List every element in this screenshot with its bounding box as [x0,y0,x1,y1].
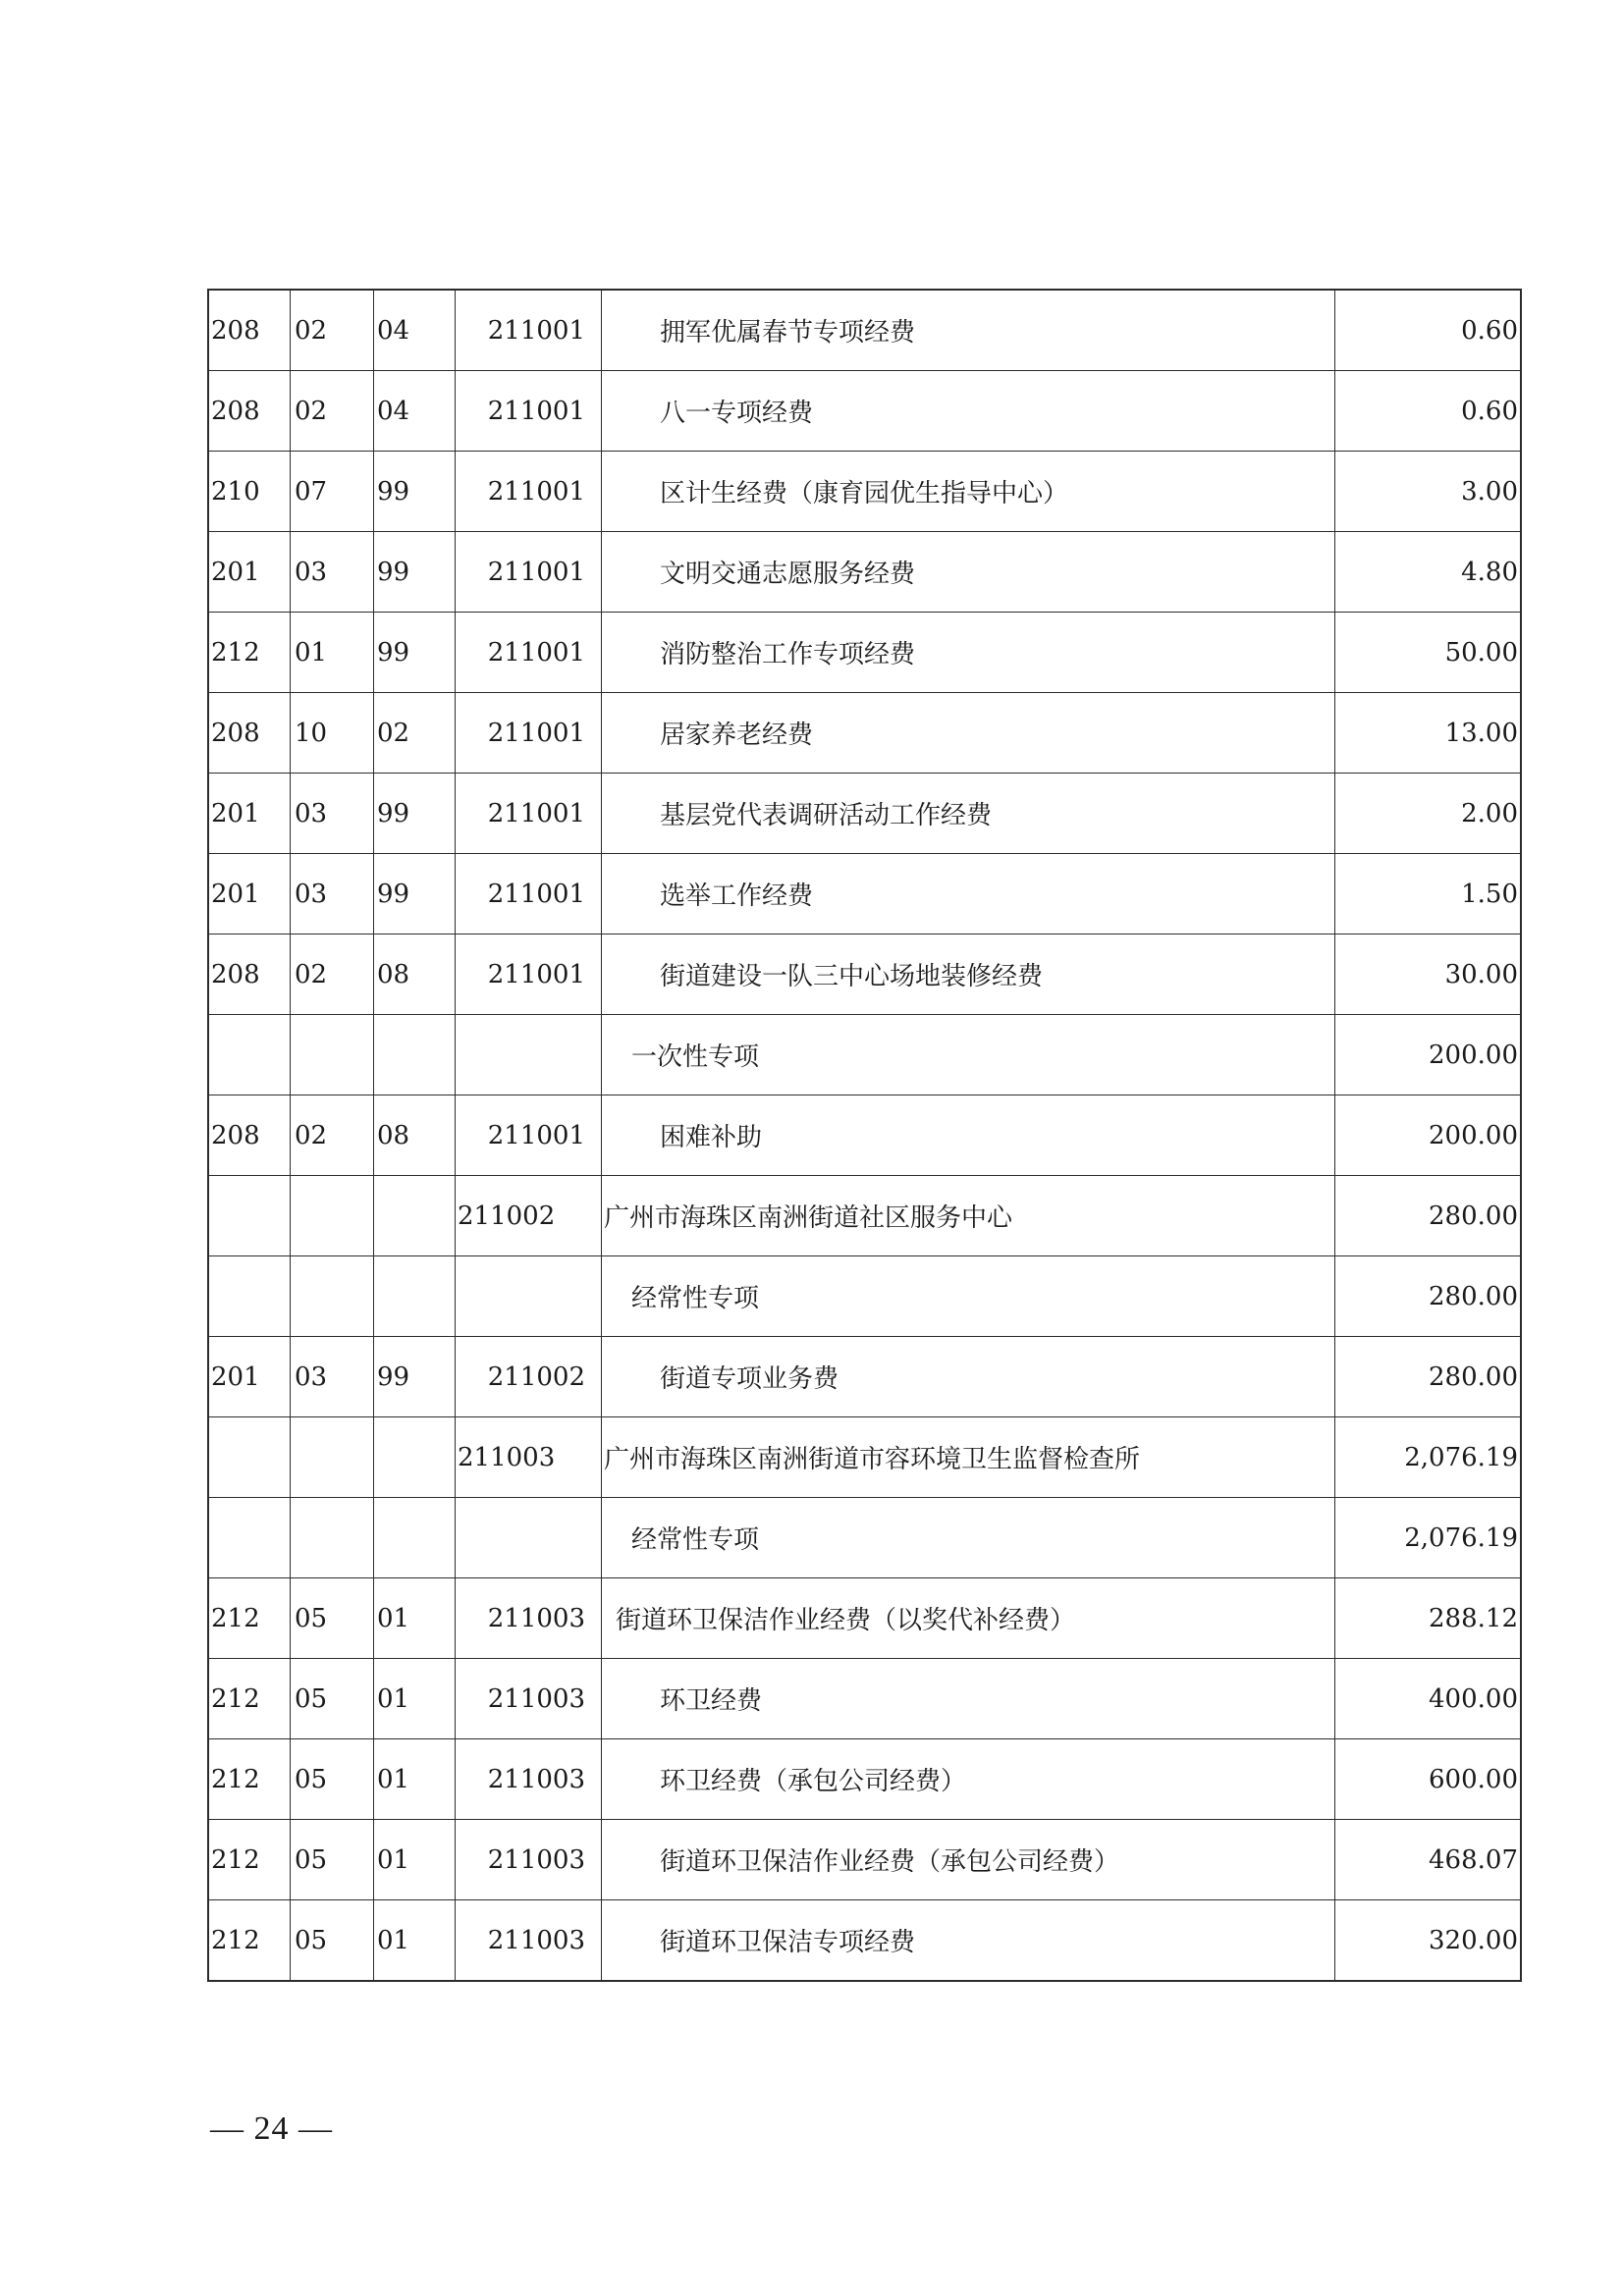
cell-subitem: 04 [374,371,456,452]
cell-subitem [374,1256,456,1337]
cell-unit-code: 211003 [456,1578,602,1659]
cell-project-name: 经常性专项 [602,1498,1335,1578]
cell-unit-code: 211001 [456,371,602,452]
cell-unit-code: 211001 [456,532,602,613]
cell-amount: 468.07 [1335,1820,1522,1900]
cell-class: 212 [208,613,291,693]
cell-amount: 13.00 [1335,693,1522,774]
budget-table [207,289,1522,1982]
table-row [208,854,1521,934]
cell-project-name: 困难补助 [602,1095,1335,1176]
table-row [208,1256,1521,1337]
cell-amount: 200.00 [1335,1015,1522,1095]
cell-amount: 200.00 [1335,1095,1522,1176]
cell-project-name: 街道专项业务费 [602,1337,1335,1417]
cell-unit-code [456,1498,602,1578]
cell-amount: 280.00 [1335,1337,1522,1417]
table-row [208,1498,1521,1578]
cell-project-name: 拥军优属春节专项经费 [602,290,1335,371]
cell-unit-code: 211003 [456,1900,602,1982]
cell-class: 201 [208,774,291,854]
cell-amount: 288.12 [1335,1578,1522,1659]
cell-project-name: 广州市海珠区南洲街道社区服务中心 [602,1176,1335,1256]
cell-class: 212 [208,1659,291,1739]
cell-unit-code: 211001 [456,934,602,1015]
cell-amount: 3.00 [1335,452,1522,532]
cell-amount: 30.00 [1335,934,1522,1015]
cell-project-name: 八一专项经费 [602,371,1335,452]
cell-amount: 1.50 [1335,854,1522,934]
cell-unit-code: 211001 [456,613,602,693]
cell-project-name: 经常性专项 [602,1256,1335,1337]
table-row [208,371,1521,452]
cell-amount: 2,076.19 [1335,1417,1522,1498]
cell-item: 01 [291,613,374,693]
table-row [208,1417,1521,1498]
table-row [208,452,1521,532]
cell-item: 03 [291,774,374,854]
table-row [208,1578,1521,1659]
cell-item [291,1176,374,1256]
cell-project-name: 街道环卫保洁作业经费（承包公司经费） [602,1820,1335,1900]
cell-amount: 4.80 [1335,532,1522,613]
cell-unit-code: 211002 [456,1176,602,1256]
cell-project-name: 消防整治工作专项经费 [602,613,1335,693]
cell-item: 05 [291,1659,374,1739]
cell-amount: 280.00 [1335,1176,1522,1256]
cell-class: 201 [208,532,291,613]
cell-project-name: 选举工作经费 [602,854,1335,934]
cell-subitem: 99 [374,1337,456,1417]
cell-amount: 0.60 [1335,290,1522,371]
cell-subitem [374,1498,456,1578]
cell-project-name: 一次性专项 [602,1015,1335,1095]
cell-item: 03 [291,854,374,934]
cell-unit-code: 211003 [456,1417,602,1498]
cell-class [208,1417,291,1498]
cell-amount: 320.00 [1335,1900,1522,1982]
cell-subitem: 99 [374,452,456,532]
cell-class: 201 [208,1337,291,1417]
cell-project-name: 基层党代表调研活动工作经费 [602,774,1335,854]
cell-unit-code: 211001 [456,693,602,774]
cell-subitem: 01 [374,1820,456,1900]
table-row [208,774,1521,854]
cell-subitem [374,1015,456,1095]
cell-item: 05 [291,1820,374,1900]
table-row [208,934,1521,1015]
cell-subitem: 01 [374,1578,456,1659]
cell-class: 208 [208,290,291,371]
cell-unit-code: 211002 [456,1337,602,1417]
cell-subitem: 01 [374,1659,456,1739]
cell-class: 208 [208,371,291,452]
cell-unit-code: 211003 [456,1659,602,1739]
cell-subitem: 08 [374,1095,456,1176]
cell-unit-code: 211003 [456,1739,602,1820]
cell-item [291,1015,374,1095]
cell-amount: 0.60 [1335,371,1522,452]
cell-class: 212 [208,1739,291,1820]
table-row [208,693,1521,774]
cell-amount: 600.00 [1335,1739,1522,1820]
cell-project-name: 居家养老经费 [602,693,1335,774]
cell-amount: 400.00 [1335,1659,1522,1739]
cell-project-name: 环卫经费（承包公司经费） [602,1739,1335,1820]
cell-subitem: 08 [374,934,456,1015]
cell-project-name: 区计生经费（康育园优生指导中心） [602,452,1335,532]
cell-subitem [374,1176,456,1256]
cell-project-name: 街道环卫保洁专项经费 [602,1900,1335,1982]
table-row [208,613,1521,693]
table-row [208,1015,1521,1095]
cell-project-name: 环卫经费 [602,1659,1335,1739]
cell-class: 210 [208,452,291,532]
cell-project-name: 街道建设一队三中心场地装修经费 [602,934,1335,1015]
cell-item [291,1256,374,1337]
cell-amount: 50.00 [1335,613,1522,693]
cell-subitem: 01 [374,1900,456,1982]
cell-class: 208 [208,934,291,1015]
table-row [208,1820,1521,1900]
cell-unit-code: 211001 [456,290,602,371]
cell-item: 05 [291,1739,374,1820]
cell-subitem: 99 [374,774,456,854]
cell-item: 02 [291,290,374,371]
cell-subitem: 99 [374,532,456,613]
cell-unit-code: 211001 [456,1095,602,1176]
cell-unit-code [456,1015,602,1095]
table-row [208,1739,1521,1820]
cell-class: 208 [208,1095,291,1176]
cell-item: 02 [291,934,374,1015]
cell-amount: 2.00 [1335,774,1522,854]
cell-unit-code: 211001 [456,452,602,532]
cell-item [291,1498,374,1578]
table-row [208,1659,1521,1739]
cell-unit-code [456,1256,602,1337]
cell-unit-code: 211001 [456,854,602,934]
cell-class: 212 [208,1820,291,1900]
cell-item: 02 [291,371,374,452]
cell-subitem: 04 [374,290,456,371]
table-row [208,1337,1521,1417]
cell-subitem [374,1417,456,1498]
cell-class [208,1256,291,1337]
cell-class: 208 [208,693,291,774]
cell-item: 02 [291,1095,374,1176]
table-row [208,532,1521,613]
cell-project-name: 街道环卫保洁作业经费（以奖代补经费） [602,1578,1335,1659]
cell-item: 03 [291,1337,374,1417]
cell-item: 07 [291,452,374,532]
cell-class [208,1498,291,1578]
cell-item: 05 [291,1578,374,1659]
table-row [208,290,1521,371]
table-row [208,1900,1521,1982]
cell-item: 03 [291,532,374,613]
cell-amount: 2,076.19 [1335,1498,1522,1578]
cell-unit-code: 211001 [456,774,602,854]
table-row [208,1095,1521,1176]
cell-class: 212 [208,1578,291,1659]
cell-project-name: 文明交通志愿服务经费 [602,532,1335,613]
cell-subitem: 01 [374,1739,456,1820]
cell-unit-code: 211003 [456,1820,602,1900]
page-number: — 24 — [210,2110,333,2147]
cell-class: 212 [208,1900,291,1982]
cell-item: 05 [291,1900,374,1982]
cell-subitem: 99 [374,613,456,693]
cell-amount: 280.00 [1335,1256,1522,1337]
cell-project-name: 广州市海珠区南洲街道市容环境卫生监督检查所 [602,1417,1335,1498]
cell-item [291,1417,374,1498]
cell-class [208,1015,291,1095]
cell-subitem: 02 [374,693,456,774]
table-row [208,1176,1521,1256]
cell-subitem: 99 [374,854,456,934]
table-body [208,290,1521,1981]
cell-item: 10 [291,693,374,774]
cell-class [208,1176,291,1256]
cell-class: 201 [208,854,291,934]
